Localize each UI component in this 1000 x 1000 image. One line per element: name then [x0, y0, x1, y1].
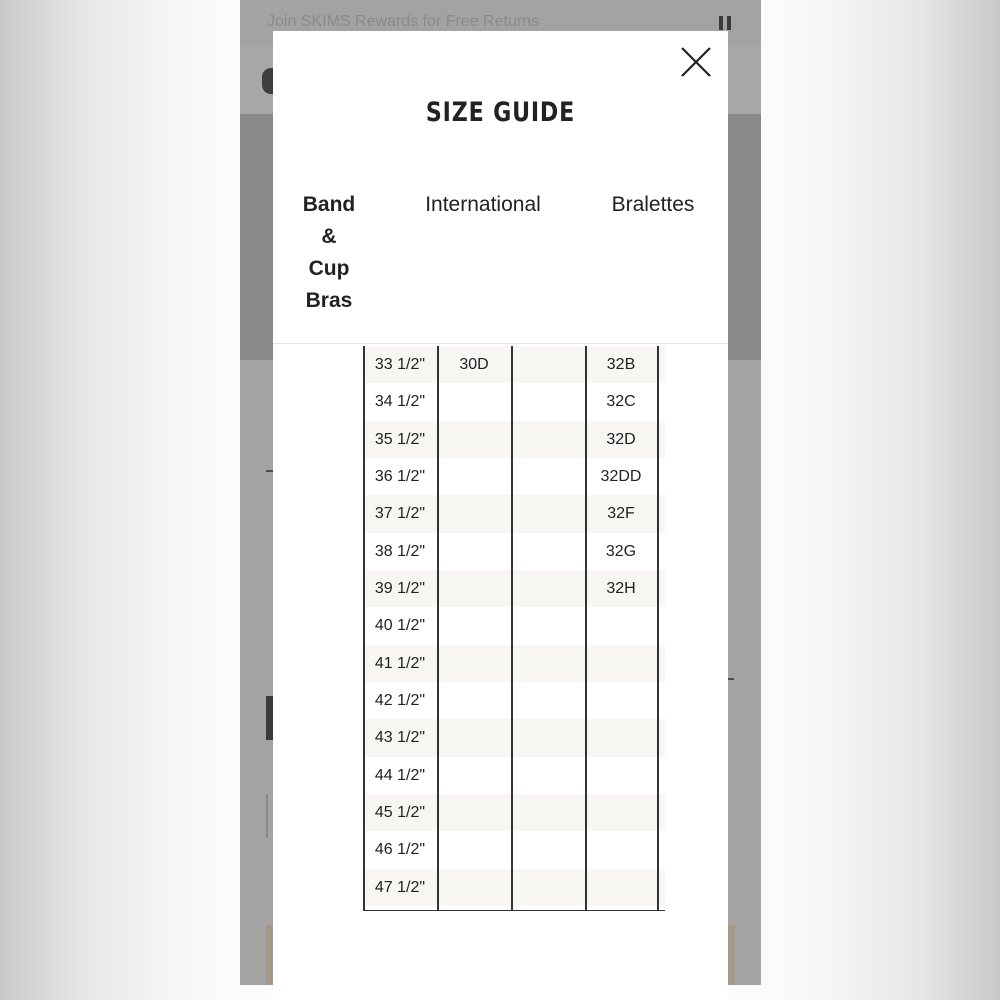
table-row: [363, 682, 665, 719]
tab-label-line: Band: [302, 193, 356, 216]
table-cell: [585, 794, 657, 831]
table-row: [363, 719, 665, 756]
table-cell: [437, 570, 511, 607]
table-cell: 32G: [605, 542, 637, 560]
table-cell: 47 1/2": [374, 878, 426, 896]
table-cell: [437, 533, 511, 570]
table-cell: 46 1/2": [374, 841, 426, 859]
table-row: [363, 495, 665, 532]
tab-label-line: &: [321, 225, 337, 248]
table-cell: [585, 869, 657, 906]
table-bottom-border: [363, 910, 665, 912]
table-cell: [437, 495, 511, 532]
table-cell: [511, 533, 585, 570]
column-divider: [511, 346, 513, 910]
pause-icon[interactable]: [719, 16, 731, 30]
column-divider: [657, 346, 659, 910]
table-cell: 32F: [607, 505, 635, 523]
table-row: [363, 346, 665, 383]
add-to-bag-edge: [727, 925, 735, 985]
table-cell: [437, 383, 511, 420]
table-cell: [585, 682, 657, 719]
table-cell: [511, 757, 585, 794]
column-divider: [437, 346, 439, 910]
quantity-box-edge: [266, 794, 268, 838]
table-cell: 32D: [606, 430, 636, 448]
tab-bralettes[interactable]: Bralettes: [611, 193, 695, 216]
table-cell: [511, 458, 585, 495]
table-cell: [585, 757, 657, 794]
table-cell: 37 1/2": [374, 505, 426, 523]
promo-text: Join SKIMS Rewards for Free Returns: [267, 13, 540, 30]
table-cell: 32B: [606, 356, 636, 373]
column-divider: [585, 346, 587, 910]
table-cell: 32DD: [600, 467, 642, 485]
table-cell: [511, 346, 585, 383]
table-cell: [511, 421, 585, 458]
tabs-divider: [273, 343, 728, 344]
table-cell: [511, 869, 585, 906]
table-cell: 44 1/2": [374, 766, 426, 784]
table-row: [363, 533, 665, 570]
size-table: [363, 346, 665, 911]
table-cell: [585, 719, 657, 756]
table-cell: 40 1/2": [374, 617, 426, 635]
table-cell: 32H: [606, 579, 636, 597]
table-cell: 32C: [606, 393, 636, 411]
table-cell: [437, 458, 511, 495]
table-row: [363, 570, 665, 607]
table-row: [363, 831, 665, 868]
table-cell: [511, 719, 585, 756]
table-cell: 38 1/2": [374, 542, 426, 560]
table-row: [363, 645, 665, 682]
table-cell: 39 1/2": [374, 579, 426, 597]
table-row: [363, 607, 665, 644]
table-cell: 45 1/2": [374, 803, 426, 821]
table-cell: [511, 495, 585, 532]
table-cell: 34 1/2": [374, 393, 426, 411]
table-cell: 30D: [459, 356, 489, 373]
table-cell: 33 1/2": [374, 356, 426, 373]
table-cell: [511, 607, 585, 644]
modal-title: SIZE GUIDE: [425, 97, 576, 128]
close-button[interactable]: [677, 43, 715, 81]
table-row: [363, 421, 665, 458]
table-cell: [437, 794, 511, 831]
table-cell: [437, 421, 511, 458]
table-cell: 43 1/2": [374, 729, 426, 747]
column-divider: [363, 346, 365, 910]
table-cell: [437, 719, 511, 756]
table-cell: 36 1/2": [374, 467, 426, 485]
close-icon: [677, 43, 715, 81]
tab-label-line: Bras: [305, 289, 353, 312]
table-cell: [437, 869, 511, 906]
table-row: [363, 757, 665, 794]
table-cell: [437, 607, 511, 644]
table-cell: [511, 383, 585, 420]
tab-band-cup-bras[interactable]: [297, 189, 361, 317]
table-cell: 41 1/2": [374, 654, 426, 672]
table-cell: [585, 831, 657, 868]
table-cell: [511, 570, 585, 607]
table-cell: [437, 831, 511, 868]
table-row: [363, 383, 665, 420]
table-cell: [437, 682, 511, 719]
tab-international[interactable]: International: [425, 193, 541, 216]
table-cell: 35 1/2": [374, 430, 426, 448]
table-cell: [585, 607, 657, 644]
table-cell: [437, 757, 511, 794]
table-cell: [437, 645, 511, 682]
table-row: [363, 869, 665, 906]
table-cell: 42 1/2": [374, 691, 426, 709]
table-cell: [511, 682, 585, 719]
size-guide-modal: [273, 31, 728, 1000]
table-cell: [511, 645, 585, 682]
table-cell: [511, 794, 585, 831]
size-guide-tabs: [273, 189, 728, 343]
table-row: [363, 458, 665, 495]
tab-label-line: Cup: [308, 257, 350, 280]
table-cell: [585, 645, 657, 682]
table-row: [363, 794, 665, 831]
table-cell: [511, 831, 585, 868]
